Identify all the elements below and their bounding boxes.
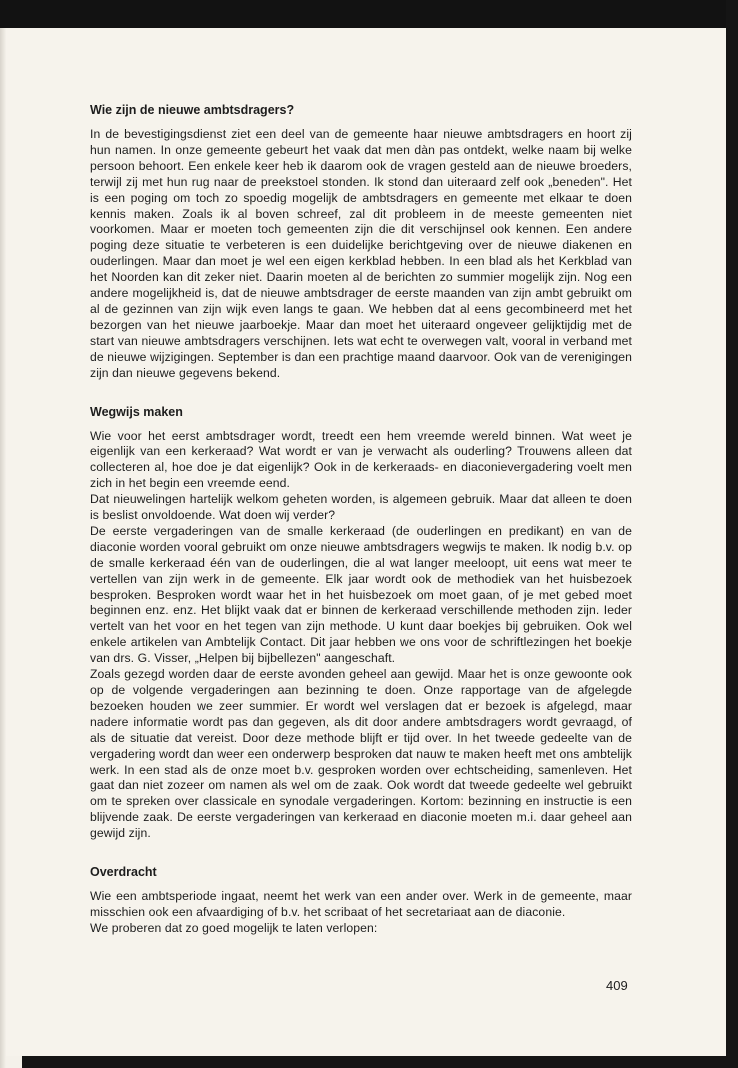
section-heading: Wegwijs maken xyxy=(90,404,183,419)
article-body xyxy=(90,102,632,947)
scan-border-top xyxy=(0,0,738,28)
paragraph: Zoals gezegd worden daar de eerste avonden geheel aan gewijd. Maar het is onze gewoonte ook op de volgende vergaderingen aan bezinning te doen. Onze rapportage van de afgelegde bezoeken houden we zeer summier. Er wordt wel verslagen dat er bezoek is afgelegd, maar nadere informatie wordt pas dan gegeven, als dit door andere ambtsdragers wordt gevraagd, of als de situatie dat vereist. Door deze methode blijft er tijd over. In het tweede gedeelte van de vergadering wordt dan weer een onderwerp besproken dat nauw te maken heeft met ons ambtelijk werk. In een stad als de onze moet b.v. gesproken worden over echtscheiding, samenleven. Het gaat dan niet zozeer om namen als wel om de zaak. Ook wordt dat tweede gedeelte wel gebruikt om te spreken over classicale en synodale vergaderingen. Kortom: bezinning en instructie is een blijvende zaak. De eerste vergaderingen van kerkeraad en diaconie moeten m.i. daar geheel aan gewijd zijn. xyxy=(90,667,632,841)
paragraph: Dat nieuwelingen hartelijk welkom geheten worden, is algemeen gebruik. Maar dat alleen te doen is beslist onvoldoende. Wat doen wij verder? xyxy=(90,492,632,523)
scan-border-bottom xyxy=(22,1056,738,1068)
section-overdracht xyxy=(90,864,632,937)
paragraph: Wie voor het eerst ambtsdrager wordt, treedt een hem vreemde wereld binnen. Wat weet je eigenlijk van een kerkeraad? Wat wordt er van je verwacht als ouderling? Trouwens alleen dat collecteren al, hoe doe je dat eigenlijk? Ook in de kerkeraads- en diaconievergadering voelt men zich in het begin een vreemde eend. xyxy=(90,428,632,491)
paragraph: We proberen dat zo goed mogelijk te laten verlopen: xyxy=(90,920,378,935)
paragraph: De eerste vergaderingen van de smalle kerkeraad (de ouderlingen en predikant) en van de diaconie worden vooral gebruikt om onze nieuwe ambtsdragers wegwijs te maken. Ik nodig b.v. op de smalle kerkeraad één van de ouderlingen, die al wat langer meeloopt, uit eens wat meer te vertellen van zijn werk in de gemeente. Elk jaar wordt ook de methodiek van het huisbezoek besproken. Besproken wordt waar het in het huisbezoek om moet gaan, of je met gebed moet beginnen enz. enz. Het blijkt vaak dat er binnen de kerkeraad verschillende methoden zijn. Ieder vertelt van het voor en het tegen van zijn methode. U kunt daar boekjes bij gebruiken. Ook wel enkele artikelen van Ambtelijk Contact. Dit jaar hebben we ons voor de schriftlezingen het boekje van drs. G. Visser, „Helpen bij bijbellezen" aangeschaft. xyxy=(90,523,632,666)
page-number: 409 xyxy=(606,978,628,993)
scan-border-right xyxy=(726,0,738,1068)
section-heading: Overdracht xyxy=(90,865,157,880)
section-wie-zijn-de-nieuwe-ambtsdragers xyxy=(90,102,632,382)
paragraph: In de bevestigingsdienst ziet een deel van de gemeente haar nieuwe ambtsdragers en hoort zij hun namen. In onze gemeente gebeurt het vaak dat men dàn pas ontdekt, welke naam bij welke persoon behoort. Een enkele keer heb ik daarom ook de vragen gesteld aan de nieuwe broeders, terwijl zij met hun rug naar de preekstoel stonden. Ik stond dan uiteraard zelf ook „beneden". Het is een poging om toch zo spoedig mogelijk de ambtsdragers en gemeente met elkaar te doen kennis maken. Zoals ik al boven schreef, zal dit probleem in de meeste gemeenten niet voorkomen. Maar er moeten toch gemeenten zijn die dit verschijnsel ook kennen. Een andere poging deze situatie te verbeteren is een duidelijke berichtgeving over de nieuwe diakenen en ouderlingen. Maar dan moet je wel een eigen kerkblad hebben. In een blad als het Kerkblad van het Noorden kan dit zeker niet. Daarin moeten al de berichten zo summier mogelijk zijn. Nog een andere mogelijkheid is, dat de nieuwe ambtsdrager de eerste maanden van zijn ambt gebruikt om al de gezinnen van zijn wijk even langs te gaan. We hebben dat al eens gecombineerd met het bezorgen van het nieuwe jaarboekje. Maar dan moet het uiteraard ongeveer gelijktijdig met de start van nieuwe ambtsdragers verschijnen. Iets wat echt te overwegen valt, vooral in verband met de nieuwe wijzigingen. September is dan een prachtige maand daarvoor. Ook van de verenigingen zijn dan nieuwe gegevens bekend. xyxy=(90,127,632,380)
section-heading: Wie zijn de nieuwe ambtsdragers? xyxy=(90,103,295,117)
paragraph: Wie een ambtsperiode ingaat, neemt het werk van een ander over. Werk in de gemeente, maar misschien ook een afvaardiging of b.v. het scribaat of het secretariaat aan de diaconie. xyxy=(90,889,632,919)
section-wegwijs-maken xyxy=(90,404,632,843)
